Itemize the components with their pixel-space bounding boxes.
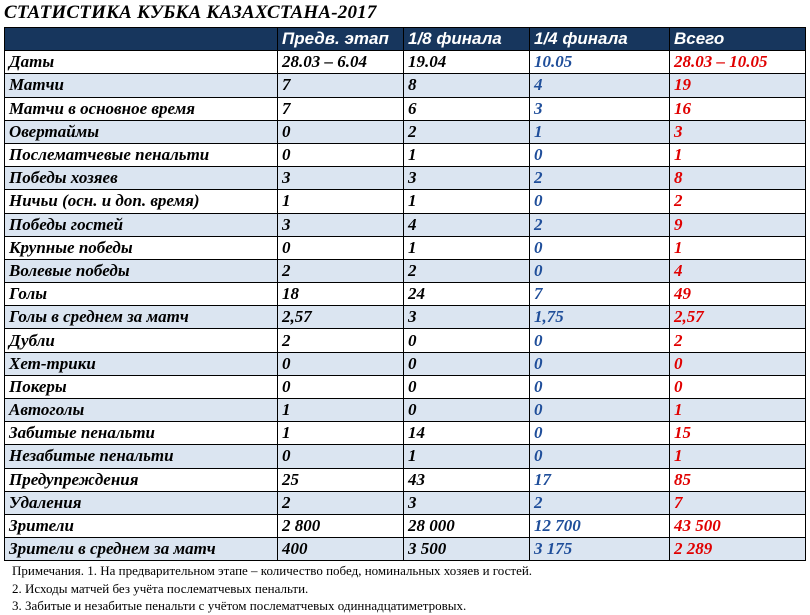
table-cell: 1 <box>404 445 530 468</box>
table-cell: 0 <box>404 399 530 422</box>
table-cell: 16 <box>670 97 806 120</box>
table-cell: 3 <box>404 306 530 329</box>
table-cell: 7 <box>278 74 404 97</box>
table-cell: 8 <box>670 167 806 190</box>
table-row <box>5 491 806 514</box>
column-header <box>5 28 278 51</box>
table-cell: 2 800 <box>278 514 404 537</box>
row-label: Хет-трики <box>5 352 278 375</box>
table-row <box>5 329 806 352</box>
table-cell: 1 <box>670 143 806 166</box>
table-cell: 0 <box>530 399 670 422</box>
table-cell: 2 <box>670 329 806 352</box>
table-cell: 24 <box>404 283 530 306</box>
table-row <box>5 399 806 422</box>
row-label: Победы гостей <box>5 213 278 236</box>
table-row <box>5 74 806 97</box>
table-row <box>5 445 806 468</box>
note-line: 3. Забитые и незабитые пенальти с учётом послематчевых одиннадцатиметровых. <box>12 598 467 613</box>
row-label: Послематчевые пенальти <box>5 143 278 166</box>
table-cell: 0 <box>530 352 670 375</box>
row-label: Голы <box>5 283 278 306</box>
table-cell: 0 <box>404 375 530 398</box>
table-cell: 1 <box>670 236 806 259</box>
table-cell: 0 <box>670 375 806 398</box>
table-body <box>5 51 806 561</box>
table-cell: 3 <box>530 97 670 120</box>
table-row <box>5 514 806 537</box>
row-label: Предупреждения <box>5 468 278 491</box>
table-cell: 43 500 <box>670 514 806 537</box>
table-row <box>5 468 806 491</box>
table-row <box>5 97 806 120</box>
table-cell: 1 <box>404 143 530 166</box>
row-label: Овертаймы <box>5 120 278 143</box>
table-row <box>5 283 806 306</box>
table-cell: 0 <box>278 120 404 143</box>
table-cell: 0 <box>530 236 670 259</box>
table-header <box>5 28 806 51</box>
table-cell: 6 <box>404 97 530 120</box>
row-label: Покеры <box>5 375 278 398</box>
table-cell: 2,57 <box>278 306 404 329</box>
table-row <box>5 538 806 561</box>
table-cell: 49 <box>670 283 806 306</box>
table-cell: 0 <box>530 259 670 282</box>
table-cell: 2,57 <box>670 306 806 329</box>
table-cell: 1 <box>670 399 806 422</box>
table-cell: 18 <box>278 283 404 306</box>
table-cell: 3 <box>404 167 530 190</box>
table-cell: 1 <box>278 422 404 445</box>
table-cell: 17 <box>530 468 670 491</box>
table-cell: 1 <box>670 445 806 468</box>
row-label: Ничьи (осн. и доп. время) <box>5 190 278 213</box>
table-cell: 0 <box>530 329 670 352</box>
table-row <box>5 306 806 329</box>
table-row <box>5 236 806 259</box>
table-cell: 19.04 <box>404 51 530 74</box>
row-label: Волевые победы <box>5 259 278 282</box>
table-cell: 0 <box>530 445 670 468</box>
table-cell: 7 <box>670 491 806 514</box>
table-cell: 4 <box>670 259 806 282</box>
row-label: Голы в среднем за матч <box>5 306 278 329</box>
table-cell: 2 <box>278 259 404 282</box>
table-cell: 0 <box>278 143 404 166</box>
row-label: Даты <box>5 51 278 74</box>
table-cell: 19 <box>670 74 806 97</box>
table-cell: 2 <box>278 491 404 514</box>
table-cell: 0 <box>278 236 404 259</box>
table-cell: 3 500 <box>404 538 530 561</box>
row-label: Матчи <box>5 74 278 97</box>
table-cell: 4 <box>404 213 530 236</box>
table-cell: 7 <box>278 97 404 120</box>
table-row <box>5 120 806 143</box>
table-cell: 3 <box>404 491 530 514</box>
table-cell: 3 <box>278 213 404 236</box>
table-cell: 2 <box>530 491 670 514</box>
table-cell: 2 <box>530 167 670 190</box>
table-cell: 10.05 <box>530 51 670 74</box>
table-cell: 0 <box>530 143 670 166</box>
row-label: Автоголы <box>5 399 278 422</box>
table-cell: 1 <box>278 399 404 422</box>
table-cell: 1 <box>404 190 530 213</box>
table-row <box>5 422 806 445</box>
column-header: Всего <box>670 28 806 51</box>
table-cell: 28 000 <box>404 514 530 537</box>
table-row <box>5 375 806 398</box>
table-cell: 9 <box>670 213 806 236</box>
table-row <box>5 213 806 236</box>
table-cell: 3 175 <box>530 538 670 561</box>
table-cell: 28.03 – 6.04 <box>278 51 404 74</box>
table-cell: 0 <box>530 375 670 398</box>
row-label: Дубли <box>5 329 278 352</box>
table-row <box>5 143 806 166</box>
table-cell: 0 <box>530 190 670 213</box>
table-cell: 8 <box>404 74 530 97</box>
note-line: 2. Исходы матчей без учёта послематчевых пенальти. <box>12 580 309 596</box>
table-cell: 0 <box>278 352 404 375</box>
table-cell: 1 <box>278 190 404 213</box>
table-cell: 2 289 <box>670 538 806 561</box>
table-cell: 0 <box>404 329 530 352</box>
row-label: Зрители в среднем за матч <box>5 538 278 561</box>
table-row <box>5 190 806 213</box>
table-cell: 2 <box>278 329 404 352</box>
table-cell: 0 <box>670 352 806 375</box>
table-row <box>5 51 806 74</box>
table-cell: 400 <box>278 538 404 561</box>
table-row <box>5 167 806 190</box>
table-cell: 15 <box>670 422 806 445</box>
table-cell: 28.03 – 10.05 <box>670 51 806 74</box>
table-cell: 4 <box>530 74 670 97</box>
page-title: СТАТИСТИКА КУБКА КАЗАХСТАНА-2017 <box>4 2 377 23</box>
column-header: 1/8 финала <box>404 28 530 51</box>
notes <box>12 562 532 615</box>
table-cell: 0 <box>404 352 530 375</box>
table-cell: 1 <box>404 236 530 259</box>
note-line: Примечания. 1. На предварительном этапе – количество побед, номинальных хозяев и гостей. <box>12 563 533 578</box>
table-row <box>5 352 806 375</box>
table-cell: 2 <box>530 213 670 236</box>
table-cell: 1,75 <box>530 306 670 329</box>
table-cell: 1 <box>530 120 670 143</box>
row-label: Матчи в основное время <box>5 97 278 120</box>
row-label: Удаления <box>5 491 278 514</box>
table-cell: 2 <box>404 120 530 143</box>
table-cell: 0 <box>278 445 404 468</box>
column-header: 1/4 финала <box>530 28 670 51</box>
row-label: Зрители <box>5 514 278 537</box>
table-cell: 12 700 <box>530 514 670 537</box>
row-label: Забитые пенальти <box>5 422 278 445</box>
table-row <box>5 259 806 282</box>
row-label: Крупные победы <box>5 236 278 259</box>
stats-table <box>4 27 806 561</box>
table-cell: 43 <box>404 468 530 491</box>
table-cell: 0 <box>530 422 670 445</box>
table-cell: 85 <box>670 468 806 491</box>
row-label: Незабитые пенальти <box>5 445 278 468</box>
table-cell: 3 <box>278 167 404 190</box>
table-cell: 3 <box>670 120 806 143</box>
table-cell: 2 <box>670 190 806 213</box>
header-row <box>5 28 806 51</box>
table-cell: 2 <box>404 259 530 282</box>
table-cell: 7 <box>530 283 670 306</box>
row-label: Победы хозяев <box>5 167 278 190</box>
table-cell: 0 <box>278 375 404 398</box>
table-cell: 14 <box>404 422 530 445</box>
column-header: Предв. этап <box>278 28 404 51</box>
table-cell: 25 <box>278 468 404 491</box>
